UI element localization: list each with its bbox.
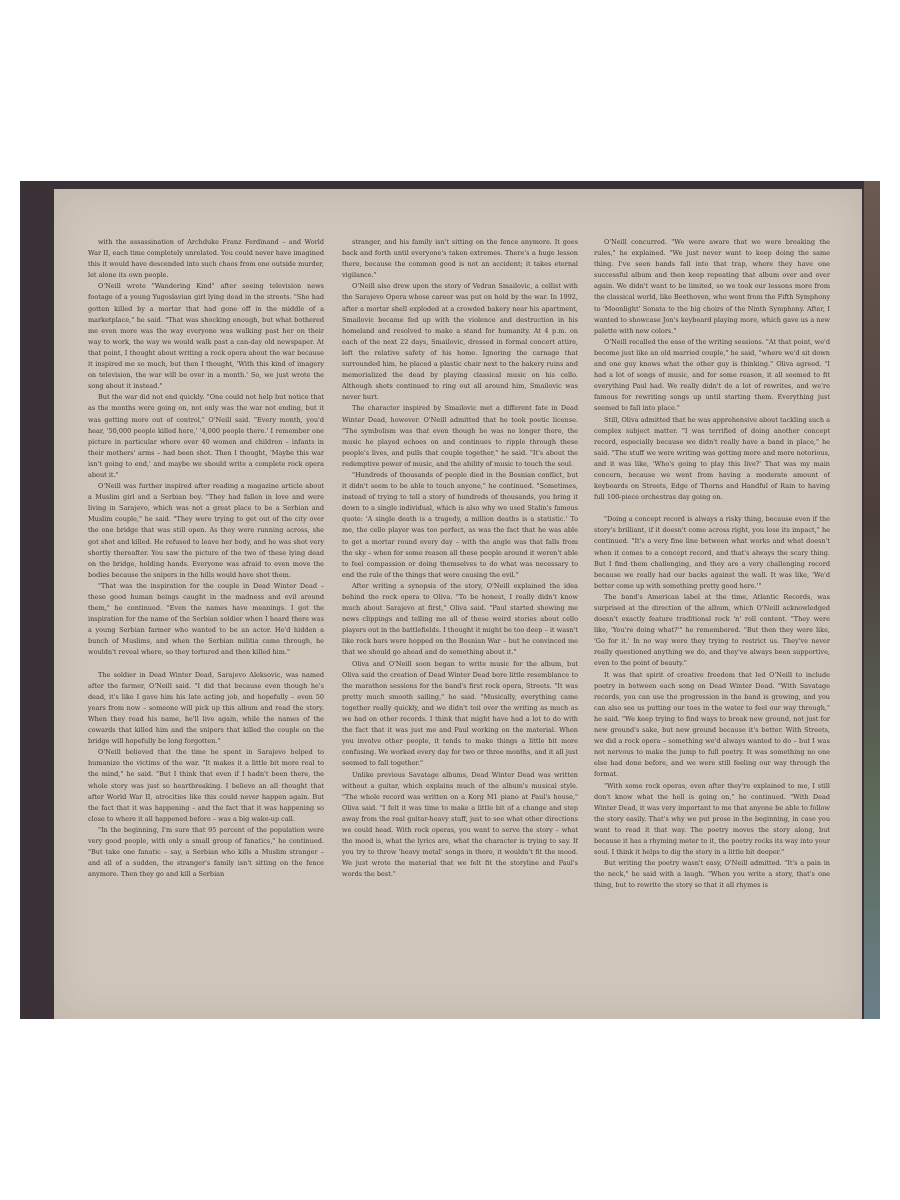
text-column-3: [594, 237, 830, 1007]
paragraph: "That was the inspiration for the couple in Dead Winter Dead – these good human beings caught in the madness and evil around them," he continued. "Even the names have meanings. I got the inspiration for the name of the Serbian soldier when I heard there was a young Serbian farmer who wanted to be an actor. He'd hidden a bunch of Muslims, and when the Serbian militia came through, he wouldn't reveal where, so they tortured and then killed him.": [88, 581, 324, 657]
paragraph: The band's American label at the time, Atlantic Records, was surprised at the direction of the album, which O'Neill acknowledged doesn't exactly feature traditional rock 'n' roll content. "They were like, 'You're doing what?'" he remembered. "But then they were like, 'Go for it.' In no way were they trying to restrict us. They've never really questioned anything we do, and they've always been supportive, even to the point of beauty.": [594, 592, 830, 668]
paragraph: O'Neill recalled the ease of the writing sessions. "At that point, we'd become just like an old married couple," he said, "where we'd sit down and one guy knows what the other guy is thinking." Oliva agreed. "I had a lot of songs of music, and for some reason, it all seemed to fit everything Paul had. We really didn't do a lot of rewrites, and we're famous for rewriting songs up until starting them. Everything just seemed to fall into place.": [594, 337, 830, 413]
paragraph: The character inspired by Smailovic met a different fate in Dead Winter Dead, however. O'Neill admitted that he took poetic license. "The symbolism was that even though he was no longer there, the music he played echoes on and continues to ripple through these people's lives, and pulls that couple together," he said. "It's about the redemptive power of music, and the ability of music to touch the soul.: [342, 404, 578, 468]
paragraph: Unlike previous Savatage albums, Dead Winter Dead was written without a guitar, which explains much of the album's musical style. "The whole record was written on a Korg M1 piano at Paul's house," Oliva said. "I felt it was time to make a little bit of a change and step away from the real guitar-heavy stuff, just to see what other directions we could head. With rock operas, you want to serve the story – what the mood is, what the lyrics are, what the character is trying to say. If you try to throw 'heavy metal' songs in there, it wouldn't fit the mood. We just wrote the material that we felt fit the storyline and Paul's words the best.": [342, 770, 578, 879]
booklet-page: [54, 189, 862, 1019]
paragraph: O'Neill concurred. "We were aware that we were breaking the rules," he explained. "We just never want to keep doing the same thing. I've seen bands fall into that trap, where they have one successful album and then keep repeating that album over and over again. We didn't want to be limited, so we took our lessons more from the classical world, like Beethoven, who went from the Fifth Symphony to 'Moonlight' Sonata to the big choirs of the Ninth Symphony. After, I wanted to showcase Jon's keyboard playing more, which gave us a new palette with new colors.": [594, 238, 830, 335]
paragraph: But the war did not end quickly. "One could not help but notice that as the months were going on, not only was the war not ending, but it was getting more out of control," O'Neill said. "Every month, you'd hear, '50,000 people killed here,' '4,000 people there.' I remember one picture in particular where over 40 women and children – infants in their mothers' arms – had been shot. Then I thought, 'Maybe this war isn't going to end,' and maybe we should write a complete rock opera about it.": [88, 393, 324, 479]
paragraph: O'Neill believed that the time he spent in Sarajevo helped to humanize the victims of the war. "It makes it a little bit more real to the mind," he said. "But I think that even if I hadn't been there, the whole story was just so heartbreaking. I believe an all thought that after World War II, atrocities like this could never happen again. But the fact that it was happening – and the fact that it was happening so close to where it all happened before – was a big wake-up call.: [88, 748, 324, 823]
background-edge: [864, 181, 880, 1019]
paragraph: O'Neill wrote "Wandering Kind" after seeing television news footage of a young Yugoslavian girl lying dead in the streets. "She had gotten killed by a mortar that had gone off in the middle of a marketplace," he said. "That was shocking enough, but what bothered me even more was the way everyone was walking past her on their way to work, the way we would walk past a can-day old newspaper. At that point, I thought about writing a rock opera about the war because it inspired me so much, but then I thought, 'With this kind of imagery on television, the war will be over in a month.' So, we just wrote the song about it instead.": [88, 282, 324, 391]
text-column-1: [88, 237, 324, 1007]
paragraph: It was that spirit of creative freedom that led O'Neill to include poetry in between each song on Dead Winter Dead. "With Savatage records, you can use the progression in the band is growing, and you can also see us putting our toes in the water to feel our way through," he said. "We keep trying to find ways to break new ground, not just for new ground's sake, but new ground because it's better. With Streets, we did a rock opera – something we'd always wanted to do – but I was not nervous to make the jump to full poetry. It was something no one else had done before, and we were still feeling our way through the format.: [594, 670, 830, 779]
paragraph: "In the beginning, I'm sure that 95 percent of the population were very good people, with only a small group of fanatics," he continued. "But take one fanatic – say, a Serbian who kills a Muslim stranger – and all of a sudden, the stranger's family isn't sitting on the fence anymore. Then they go and kill a Serbian: [88, 825, 324, 879]
paragraph: "Hundreds of thousands of people died in the Bosnian conflict, but it didn't seem to be able to touch anyone," he continued. "Sometimes, instead of trying to tell a story of hundreds of thousands, you bring it down to a single individual, which is also why we used Stalin's famous quote: 'A single death is a tragedy, a million deaths is a statistic.' To me, the cello player was too perfect, as was the fact that he was able to get a mortar round every day – with the angle was that falls from the sky – when for some reason all these people around it weren't able to feel compassion or doing themselves to do what was necessary to end the rule of the things that were causing the evil.": [342, 470, 578, 579]
text-column-2: [342, 237, 578, 1007]
paragraph: "With some rock operas, even after they're explained to me, I still don't know what the hell is going on," he continued. "With Dead Winter Dead, it was very important to me that anyone be able to follow the story easily. That's why we put prose in the beginning, in case you want to read it that way. The poetry moves the story along, but because it has a rhyming meter to it, the poetry rocks its way into your soul. I think it helps to dig the story in a little bit deeper.": [594, 781, 830, 857]
paragraph: Still, Oliva admitted that he was apprehensive about tackling such a complex subject matter. "I was terrified of doing another concept record, especially because we didn't really have a band in place," he said. "The stuff we were writing was getting more and more notorious, and it was like, 'Who's going to play this live?' That was my main concern, because we went from having a moderate amount of keyboards on Streets, Edge of Thorns and Handful of Rain to having full 100-piece orchestras day going on.: [594, 415, 830, 502]
paragraph: O'Neill was further inspired after reading a magazine article about a Muslim girl and a Serbian boy. "They had fallen in love and were living in Sarajevo, which was not a great place to be a Serbian and Muslim couple," he said. "They were trying to get out of the city over the one bridge that was still open. As they were running across, she got shot and killed. He refused to leave her body, and he was shot very shortly thereafter. You saw the picture of the two of these lying dead on the bridge, holding hands. Everyone was afraid to even move the bodies because the snipers in the hills would have shot them.: [88, 482, 324, 579]
paragraph: After writing a synopsis of the story, O'Neill explained the idea behind the rock opera to Oliva. "To be honest, I really didn't know much about Sarajevo at first," Oliva said. "Paul started showing me news clippings and telling me all of these weird stories about cello players out in the battlefields. I thought it might be too deep – it wasn't like rock bars were hopped on the Bosnian War – but he convinced me that we should go ahead and do something about it.": [342, 581, 578, 657]
paragraph: The soldier in Dead Winter Dead, Sarajevo Aleksovic, was named after the farmer, O'Neill said. "I did that because even though he's dead, it's like I gave him his late acting job, and hopefully – even 50 years from now – someone will pick up this album and read the story. When they read his name, he'll live again, while the names of the cowards that killed him and the snipers that killed the couple on the bridge will hopefully be long forgotten.": [88, 670, 324, 746]
paragraph: But writing the poetry wasn't easy, O'Neill admitted. "It's a pain in the neck," he said with a laugh. "When you write a story, that's one thing, but to rewrite the story so that it all rhymes is: [594, 859, 830, 890]
paragraph: with the assassination of Archduke Franz Ferdinand – and World War II, each time completely unrelated. You could never have imagined this it would have descended into such chaos from one outside murder, let alone its own people.: [88, 238, 324, 280]
photo-background: [20, 181, 880, 1019]
paragraph: stranger, and his family isn't sitting on the fence anymore. It goes back and forth until everyone's taken extremes. There's a huge lesson there, because the common good is not an accident; it takes eternal vigilance.": [342, 238, 578, 280]
paragraph: Oliva and O'Neill soon began to write music for the album, but Oliva said the creation of Dead Winter Dead bore little resemblance to the marathon sessions for the band's first rock opera, Streets. "It was pretty much smooth sailing," he said. "Musically, everything came together really quickly, and we didn't toil over the writing as much as we had on other records. I think that might have had a lot to do with the fact that it was just me and Paul working on the material. When you involve other people, it tends to make things a little bit more confusing. We worked every day for two or three months, and it all just seemed to fall together.": [342, 659, 578, 768]
paragraph: "Doing a concept record is always a risky thing, because even if the story's brilliant, if it doesn't come across right, you lose its impact," he continued. "It's a very fine line between what works and what doesn't when it comes to a concept record, and that's always the scary thing. But I find them challenging, and they are a very challenging record because we really had our backs against the wall. It was like, 'We'd better come up with something pretty good here.'": [594, 515, 830, 590]
paragraph: O'Neill also drew upon the story of Vedran Smailovic, a cellist with the Sarajevo Opera whose career was put on hold by the war. In 1992, after a mortar shell exploded at a crowded bakery near his apartment, Smailovic became fed up with the violence and destruction in his homeland and resolved to make a stand for humanity. At 4 p.m. on each of the next 22 days, Smailovic, dressed in formal concert attire, left the relative safety of his home. Ignoring the carnage that surrounded him, he placed a plastic chair next to the bakery ruins and memorialized the dead by playing classical music on his cello. Although shots continued to ring out all around him, Smailovic was never hurt.: [342, 282, 578, 402]
